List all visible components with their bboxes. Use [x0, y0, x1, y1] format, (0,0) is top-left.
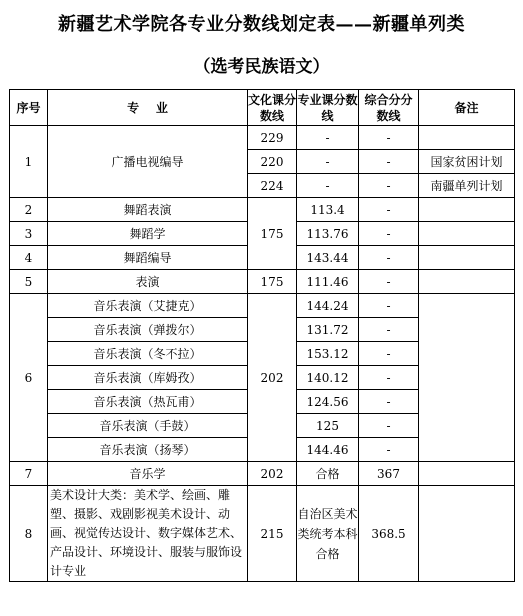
professional-cell: 111.46	[297, 270, 359, 294]
header-major: 专 业	[48, 90, 248, 126]
note-cell: 南疆单列计划	[419, 174, 515, 198]
culture-cell: 220	[248, 150, 297, 174]
professional-cell: 140.12	[297, 366, 359, 390]
table-row	[10, 198, 515, 222]
note-cell	[419, 222, 515, 246]
note-cell	[419, 294, 515, 462]
culture-cell: 175	[248, 198, 297, 270]
composite-cell: -	[359, 270, 419, 294]
note-cell	[419, 126, 515, 150]
major-cell: 音乐表演（弹拨尔）	[48, 318, 248, 342]
professional-cell: 143.44	[297, 246, 359, 270]
composite-cell: -	[359, 246, 419, 270]
professional-cell: 124.56	[297, 390, 359, 414]
major-cell: 广播电视编导	[48, 126, 248, 198]
major-cell: 音乐表演（库姆孜）	[48, 366, 248, 390]
header-composite: 综合分分数线	[359, 90, 419, 126]
professional-cell: 合格	[297, 462, 359, 486]
seq-cell: 3	[10, 222, 48, 246]
professional-cell: 自治区美术类统考本科合格	[297, 486, 359, 582]
major-cell: 音乐学	[48, 462, 248, 486]
culture-cell: 215	[248, 486, 297, 582]
table-row	[10, 462, 515, 486]
composite-cell: -	[359, 150, 419, 174]
table-row	[10, 126, 515, 150]
major-cell: 音乐表演（扬琴）	[48, 438, 248, 462]
composite-cell: -	[359, 174, 419, 198]
header-seq: 序号	[10, 90, 48, 126]
professional-cell: 113.76	[297, 222, 359, 246]
composite-cell: -	[359, 366, 419, 390]
professional-cell: 131.72	[297, 318, 359, 342]
page-title: 新疆艺术学院各专业分数线划定表——新疆单列类	[58, 14, 465, 35]
composite-cell: -	[359, 390, 419, 414]
composite-cell: -	[359, 414, 419, 438]
professional-cell: -	[297, 126, 359, 150]
composite-cell: -	[359, 198, 419, 222]
culture-cell: 202	[248, 462, 297, 486]
composite-cell: -	[359, 222, 419, 246]
note-cell	[419, 270, 515, 294]
major-cell: 舞蹈编导	[48, 246, 248, 270]
composite-cell: 368.5	[359, 486, 419, 582]
major-cell: 音乐表演（手鼓）	[48, 414, 248, 438]
major-cell: 表演	[48, 270, 248, 294]
page-subtitle: （选考民族语文）	[193, 57, 330, 77]
seq-cell: 5	[10, 270, 48, 294]
header-professional: 专业课分数线	[297, 90, 359, 126]
header-culture: 文化课分数线	[248, 90, 297, 126]
professional-cell: -	[297, 174, 359, 198]
culture-cell: 202	[248, 294, 297, 462]
professional-cell: 125	[297, 414, 359, 438]
major-cell: 音乐表演（冬不拉）	[48, 342, 248, 366]
major-cell: 音乐表演（热瓦甫）	[48, 390, 248, 414]
composite-cell: -	[359, 342, 419, 366]
note-cell	[419, 246, 515, 270]
composite-cell: 367	[359, 462, 419, 486]
composite-cell: -	[359, 318, 419, 342]
header-note: 备注	[419, 90, 515, 126]
note-cell	[419, 198, 515, 222]
major-cell: 舞蹈表演	[48, 198, 248, 222]
major-cell: 音乐表演（艾捷克）	[48, 294, 248, 318]
professional-cell: 153.12	[297, 342, 359, 366]
note-cell	[419, 462, 515, 486]
professional-cell: 144.46	[297, 438, 359, 462]
culture-cell: 175	[248, 270, 297, 294]
major-cell: 美术设计大类：美术学、绘画、雕塑、摄影、戏剧影视美术设计、动画、视觉传达设计、数字媒体艺术、产品设计、环境设计、服装与服饰设计专业	[48, 486, 248, 582]
seq-cell: 2	[10, 198, 48, 222]
table-row	[10, 294, 515, 318]
seq-cell: 7	[10, 462, 48, 486]
professional-cell: -	[297, 150, 359, 174]
table-row	[10, 486, 515, 582]
composite-cell: -	[359, 294, 419, 318]
seq-cell: 1	[10, 126, 48, 198]
seq-cell: 6	[10, 294, 48, 462]
culture-cell: 224	[248, 174, 297, 198]
culture-cell: 229	[248, 126, 297, 150]
score-table	[9, 89, 515, 582]
composite-cell: -	[359, 126, 419, 150]
table-row	[10, 270, 515, 294]
seq-cell: 4	[10, 246, 48, 270]
major-cell: 舞蹈学	[48, 222, 248, 246]
seq-cell: 8	[10, 486, 48, 582]
professional-cell: 113.4	[297, 198, 359, 222]
professional-cell: 144.24	[297, 294, 359, 318]
note-cell	[419, 486, 515, 582]
note-cell: 国家贫困计划	[419, 150, 515, 174]
composite-cell: -	[359, 438, 419, 462]
table-header-row	[10, 90, 515, 126]
